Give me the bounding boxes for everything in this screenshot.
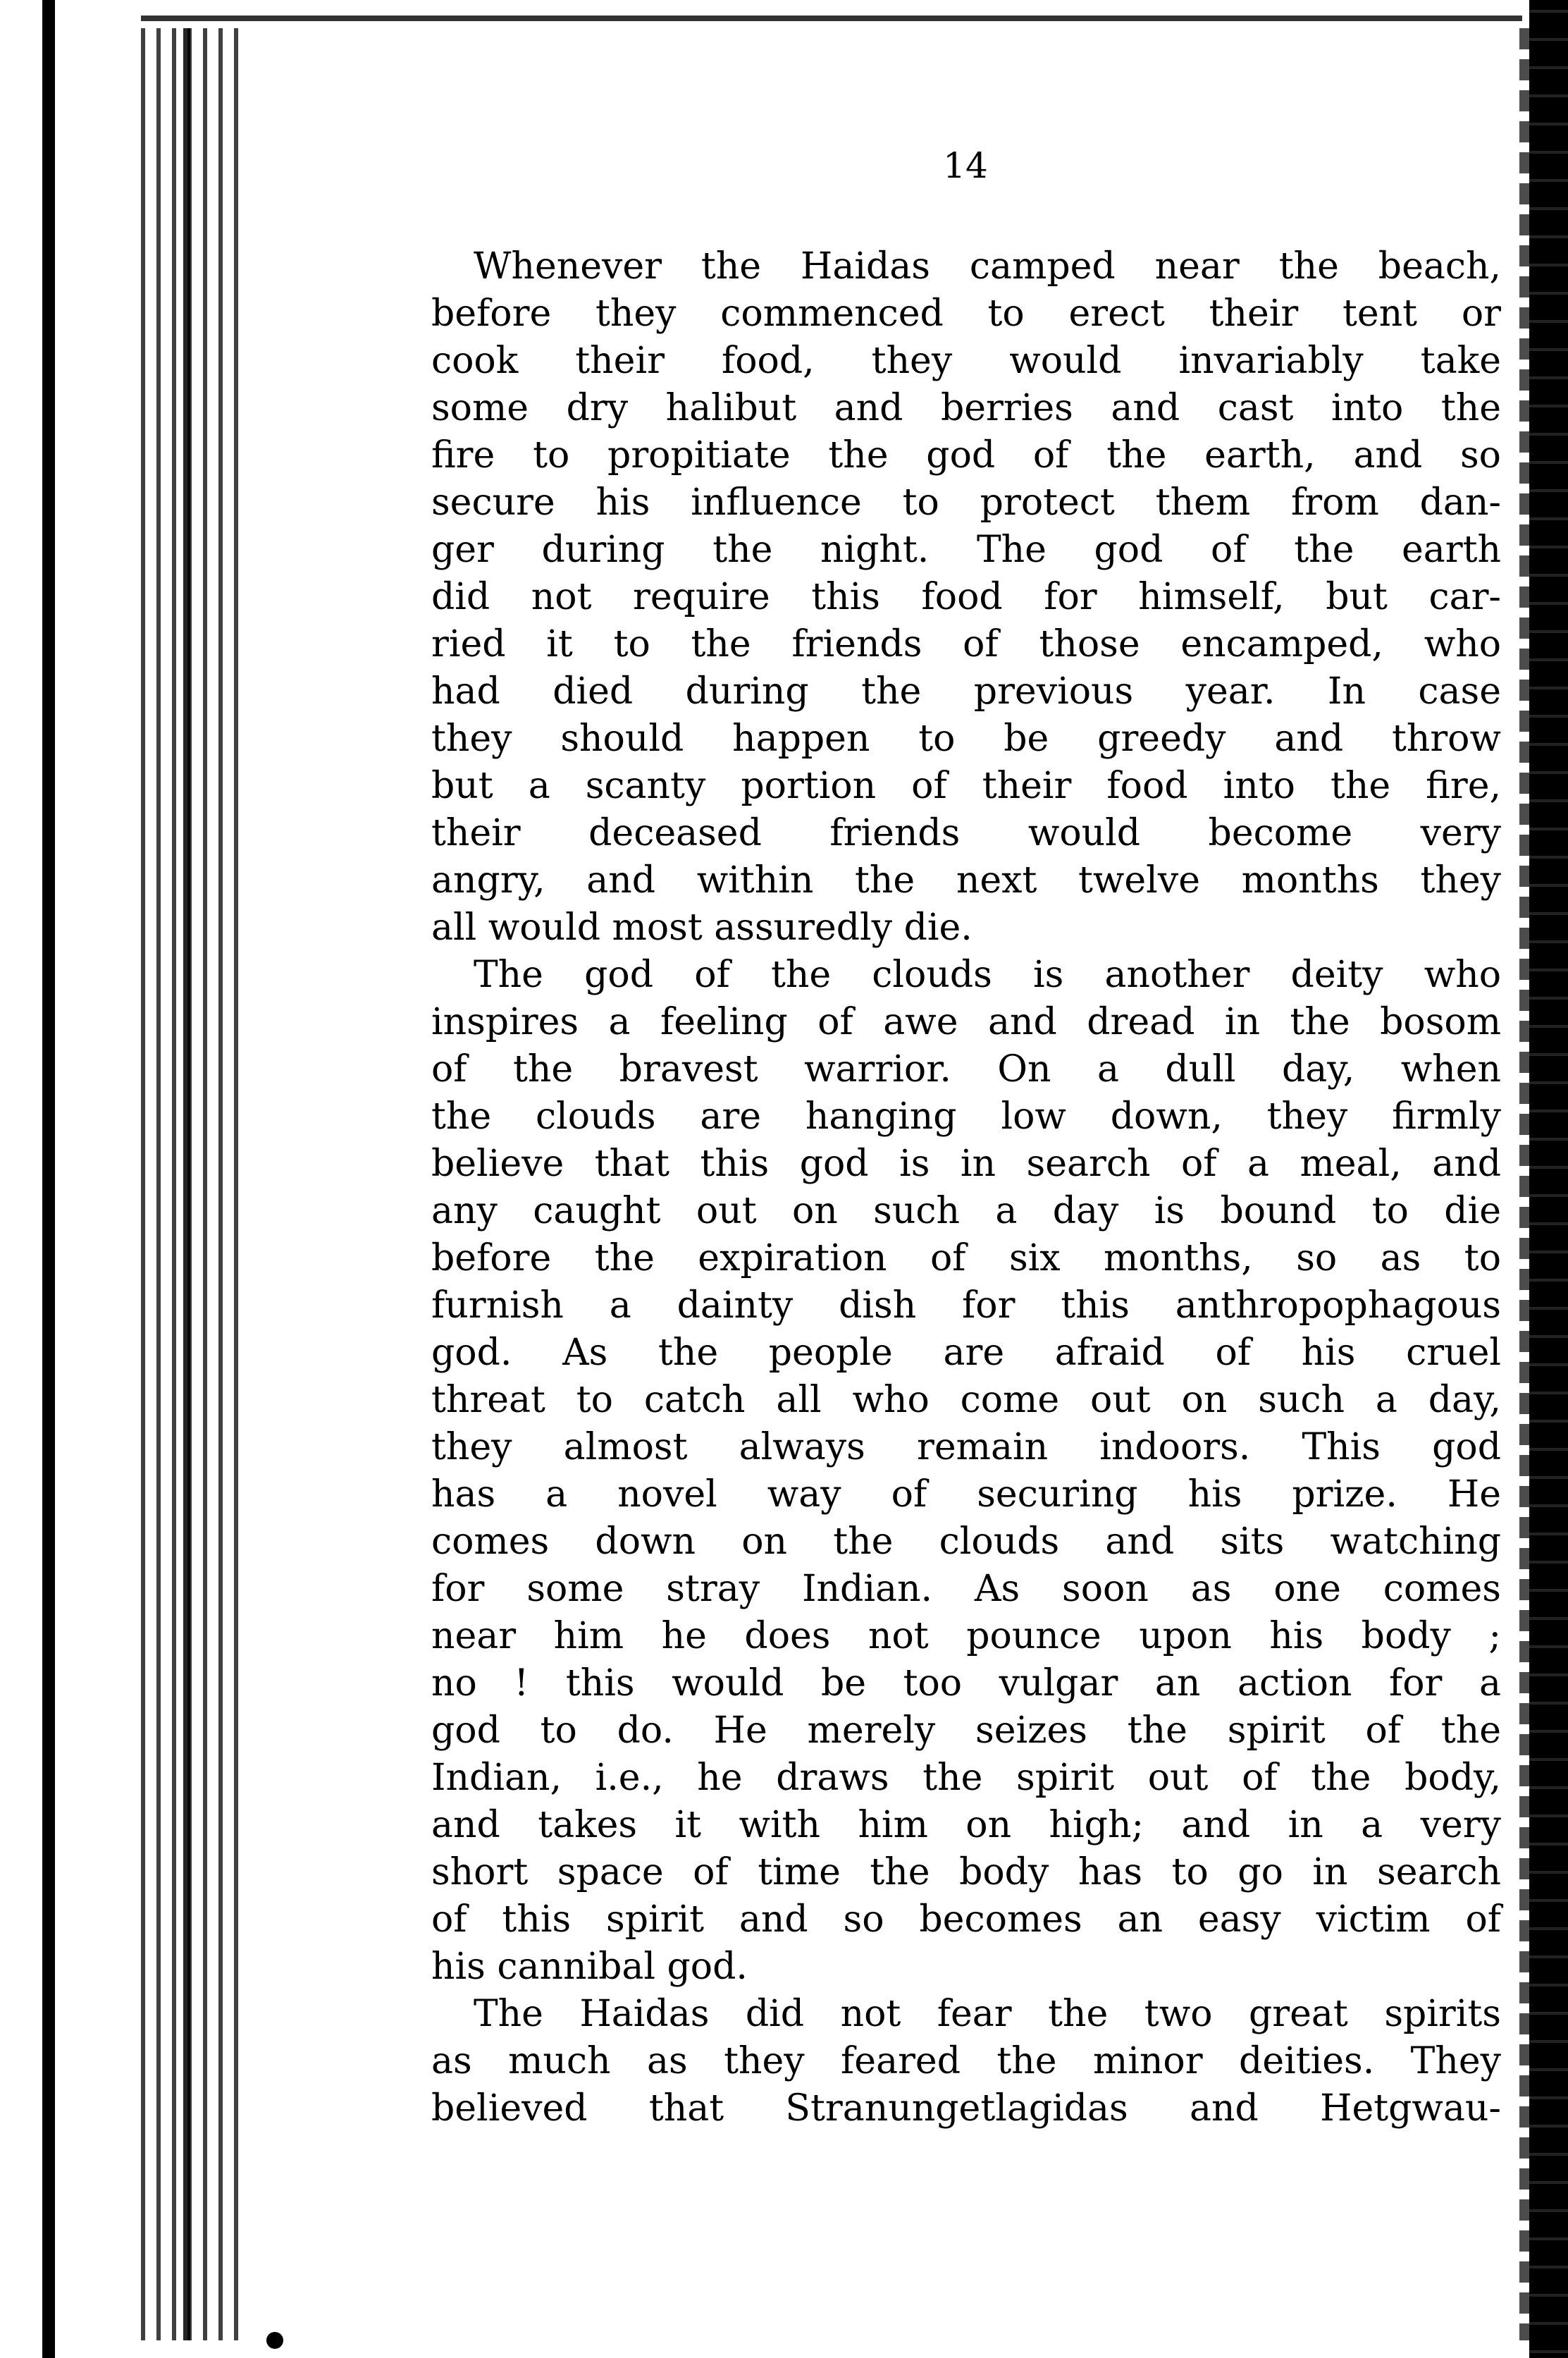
text-line: fire to propitiate the god of the earth, and so bbox=[431, 434, 1501, 477]
text-line: they should happen to be greedy and throw bbox=[431, 718, 1501, 760]
paragraph bbox=[431, 243, 1501, 952]
text-line: did not require this food for himself, but car- bbox=[431, 576, 1501, 618]
text-line: as much as they feared the minor deities. They bbox=[431, 2040, 1501, 2082]
text-line: believe that this god is in search of a meal, and bbox=[431, 1143, 1501, 1185]
text-line: had died during the previous year. In case bbox=[431, 670, 1501, 713]
text-line: but a scanty portion of their food into the fire, bbox=[431, 765, 1501, 807]
text-line: furnish a dainty dish for this anthropophagous bbox=[431, 1284, 1501, 1327]
text-line: short space of time the body has to go in search bbox=[431, 1851, 1501, 1893]
body-text bbox=[431, 243, 1501, 2132]
text-line: ger during the night. The god of the earth bbox=[431, 529, 1501, 571]
text-line: his cannibal god. bbox=[431, 1946, 748, 1988]
paragraph bbox=[431, 952, 1501, 1991]
text-line: no ! this would be too vulgar an action for a bbox=[431, 1662, 1501, 1705]
text-line: threat to catch all who come out on such a day, bbox=[431, 1379, 1501, 1421]
text-line: secure his influence to protect them from dan- bbox=[431, 481, 1501, 524]
text-line: before they commenced to erect their tent or bbox=[431, 293, 1501, 335]
text-line: comes down on the clouds and sits watching bbox=[431, 1521, 1501, 1563]
text-line: The god of the clouds is another deity who bbox=[474, 954, 1501, 996]
text-line: of this spirit and so becomes an easy victim of bbox=[431, 1898, 1501, 1941]
text-line: before the expiration of six months, so as to bbox=[431, 1237, 1501, 1279]
text-line: some dry halibut and berries and cast into the bbox=[431, 387, 1501, 429]
text-line: god to do. He merely seizes the spirit of the bbox=[431, 1709, 1501, 1752]
page-number: 14 bbox=[943, 145, 988, 186]
text-line: The Haidas did not fear the two great spirits bbox=[474, 1993, 1501, 2035]
text-line: all would most assuredly die. bbox=[431, 907, 973, 949]
text-line: they almost always remain indoors. This god bbox=[431, 1426, 1501, 1468]
right-page-edge-inner bbox=[1519, 28, 1529, 2340]
text-line: any caught out on such a day is bound to die bbox=[431, 1190, 1501, 1232]
text-line: the clouds are hanging low down, they firmly bbox=[431, 1095, 1501, 1138]
page-edge-border bbox=[183, 28, 211, 2340]
book-spine-edge bbox=[0, 0, 55, 2358]
text-line: cook their food, they would invariably take bbox=[431, 340, 1501, 382]
text-line: their deceased friends would become very bbox=[431, 812, 1501, 854]
text-line: of the bravest warrior. On a dull day, when bbox=[431, 1048, 1501, 1091]
text-line: Indian, i.e., he draws the spirit out of the body, bbox=[431, 1757, 1501, 1799]
text-line: god. As the people are afraid of his cruel bbox=[431, 1332, 1501, 1374]
text-line: Whenever the Haidas camped near the beach, bbox=[474, 245, 1501, 288]
text-line: and takes it with him on high; and in a very bbox=[431, 1804, 1501, 1846]
top-page-edge bbox=[141, 16, 1522, 21]
text-line: has a novel way of securing his prize. He bbox=[431, 1473, 1501, 1516]
text-line: angry, and within the next twelve months they bbox=[431, 859, 1501, 902]
text-line: ried it to the friends of those encamped, who bbox=[431, 623, 1501, 665]
text-line: believed that Stranungetlagidas and Hetgwau- bbox=[431, 2087, 1501, 2130]
text-line: inspires a feeling of awe and dread in the bosom bbox=[431, 1001, 1501, 1043]
text-line: for some stray Indian. As soon as one comes bbox=[431, 1568, 1501, 1610]
paragraph bbox=[431, 1991, 1501, 2132]
right-page-edge bbox=[1529, 0, 1568, 2358]
ink-blot bbox=[266, 2332, 283, 2349]
text-line: near him he does not pounce upon his body ; bbox=[431, 1615, 1501, 1657]
